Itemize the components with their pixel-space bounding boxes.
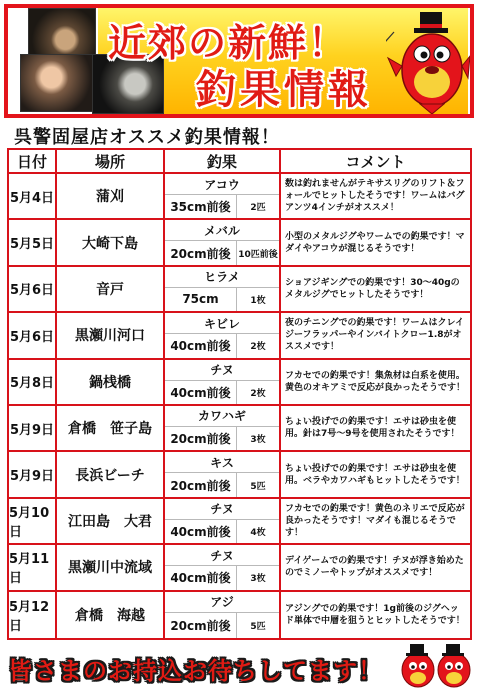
row-place: 鍋桟橋 xyxy=(57,360,165,404)
row-comment-text: アジングでの釣果です！1g前後のジグヘッド単体で中層を狙うとヒットしたそうです！ xyxy=(285,603,465,626)
row-species: チヌ xyxy=(165,360,279,381)
row-catch xyxy=(165,406,281,450)
table-row xyxy=(9,267,470,313)
table-row xyxy=(9,592,470,638)
row-date: 5月5日 xyxy=(9,220,57,264)
table-header-row xyxy=(9,150,470,174)
row-size: 40cm前後 xyxy=(165,566,237,589)
row-place: 長浜ビーチ xyxy=(57,452,165,496)
row-count: 5匹 xyxy=(250,621,266,632)
row-size: 20cm前後 xyxy=(165,613,237,638)
row-count: 3枚 xyxy=(250,435,266,446)
row-count: 2枚 xyxy=(250,342,266,353)
row-comment-text: フカセでの釣果です！集魚材は白系を使用。黄色のオキアミで反応が良かったそうです！ xyxy=(285,370,466,393)
row-date: 5月12日 xyxy=(9,592,57,638)
row-comment-text: ショアジギングでの釣果です！30～40gのメタルジグでヒットしたそうです！ xyxy=(285,277,460,300)
row-comment-text: 夜のチニングでの釣果です！ワームはクレイジーフラッパーやインバイトクロー1.8がオススメです！ xyxy=(285,318,465,353)
table-row xyxy=(9,360,470,406)
row-species: キビレ xyxy=(165,313,279,334)
row-size: 40cm前後 xyxy=(165,381,237,404)
table-row xyxy=(9,220,470,266)
row-date: 5月9日 xyxy=(9,452,57,496)
row-date: 5月4日 xyxy=(9,174,57,218)
row-count: 2枚 xyxy=(250,388,266,399)
row-species: アジ xyxy=(165,592,279,613)
header-place: 場所 xyxy=(57,150,165,172)
row-place: 黒瀬川中流域 xyxy=(57,545,165,589)
catch-photo-2 xyxy=(20,54,98,112)
row-size: 35cm前後 xyxy=(165,195,237,218)
row-comment xyxy=(281,174,470,218)
row-size: 40cm前後 xyxy=(165,520,237,543)
row-catch xyxy=(165,545,281,589)
row-comment-text: ちょい投げでの釣果です！エサは砂虫を使用。ベラやカワハギもヒットしたそうです！ xyxy=(285,463,465,486)
row-catch xyxy=(165,174,281,218)
table-row xyxy=(9,313,470,359)
row-species: チヌ xyxy=(165,545,279,566)
row-date: 5月6日 xyxy=(9,267,57,311)
row-size: 20cm前後 xyxy=(165,241,237,264)
row-count: 3枚 xyxy=(250,574,266,585)
row-place: 江田島 大君 xyxy=(57,499,165,543)
row-catch xyxy=(165,360,281,404)
row-catch xyxy=(165,452,281,496)
row-comment xyxy=(281,267,470,311)
row-place: 蒲刈 xyxy=(57,174,165,218)
table-row xyxy=(9,452,470,498)
table-row xyxy=(9,174,470,220)
fish-mascots-icon xyxy=(398,640,476,690)
row-size: 40cm前後 xyxy=(165,334,237,357)
row-species: メバル xyxy=(165,220,279,241)
row-size: 20cm前後 xyxy=(165,427,237,450)
row-species: キス xyxy=(165,452,279,473)
row-catch xyxy=(165,592,281,638)
row-species: チヌ xyxy=(165,499,279,520)
row-date: 5月8日 xyxy=(9,360,57,404)
row-place: 倉橋 笹子島 xyxy=(57,406,165,450)
row-count: 1枚 xyxy=(250,295,266,306)
row-comment xyxy=(281,220,470,264)
row-place: 倉橋 海越 xyxy=(57,592,165,638)
row-size: 75cm xyxy=(165,288,237,311)
section-title: 呉警固屋店オススメ釣果情報！ xyxy=(14,127,280,148)
row-comment-text: 小型のメタルジグやワームでの釣果です！マダイやアコウが混じるそうです！ xyxy=(285,231,465,254)
row-comment xyxy=(281,545,470,589)
footer-message: 皆さまのお持込お待ちしてます！ xyxy=(8,657,383,685)
header-catch: 釣果 xyxy=(165,150,281,172)
fish-mascot-icon xyxy=(386,10,470,114)
row-count: 2匹 xyxy=(250,203,266,214)
row-place: 大崎下島 xyxy=(57,220,165,264)
row-species: ヒラメ xyxy=(165,267,279,288)
header-date: 日付 xyxy=(9,150,57,172)
row-comment-text: フカセでの釣果です！黄色のネリエで反応が良かったそうです！マダイも混じるそうです！ xyxy=(285,503,465,538)
row-catch xyxy=(165,220,281,264)
row-date: 5月6日 xyxy=(9,313,57,357)
row-comment xyxy=(281,499,470,543)
row-comment xyxy=(281,452,470,496)
row-place: 黒瀬川河口 xyxy=(57,313,165,357)
row-count: 10匹前後 xyxy=(238,249,278,260)
row-species: カワハギ xyxy=(165,406,279,427)
banner-title-line1: 近郊の新鮮！ xyxy=(108,20,349,65)
table-row xyxy=(9,499,470,545)
banner-title-line2: 釣果情報 xyxy=(196,66,372,113)
row-place: 音戸 xyxy=(57,267,165,311)
row-comment xyxy=(281,313,470,357)
row-species: アコウ xyxy=(165,174,279,195)
row-comment-text: ちょい投げでの釣果です！エサは砂虫を使用。針は7号～9号を使用されたそうです！ xyxy=(285,417,460,440)
row-catch xyxy=(165,313,281,357)
row-comment xyxy=(281,592,470,638)
row-catch xyxy=(165,499,281,543)
row-count: 4枚 xyxy=(250,527,266,538)
table-row xyxy=(9,406,470,452)
row-date: 5月11日 xyxy=(9,545,57,589)
row-comment xyxy=(281,406,470,450)
row-size: 20cm前後 xyxy=(165,473,237,496)
row-catch xyxy=(165,267,281,311)
catch-report-table xyxy=(7,148,472,640)
header-comment: コメント xyxy=(345,152,406,171)
row-comment xyxy=(281,360,470,404)
row-date: 5月9日 xyxy=(9,406,57,450)
row-date: 5月10日 xyxy=(9,499,57,543)
row-comment-text: 数は釣れませんがテキサスリグのリフト＆フォールでヒットしたそうです！ワームはバグアンツ4インチがオススメ！ xyxy=(285,179,465,214)
row-count: 5匹 xyxy=(250,481,266,492)
row-comment-text: デイゲームでの釣果です！チヌが浮き始めたのでミノーやトップがオススメです！ xyxy=(285,556,464,579)
table-row xyxy=(9,545,470,591)
